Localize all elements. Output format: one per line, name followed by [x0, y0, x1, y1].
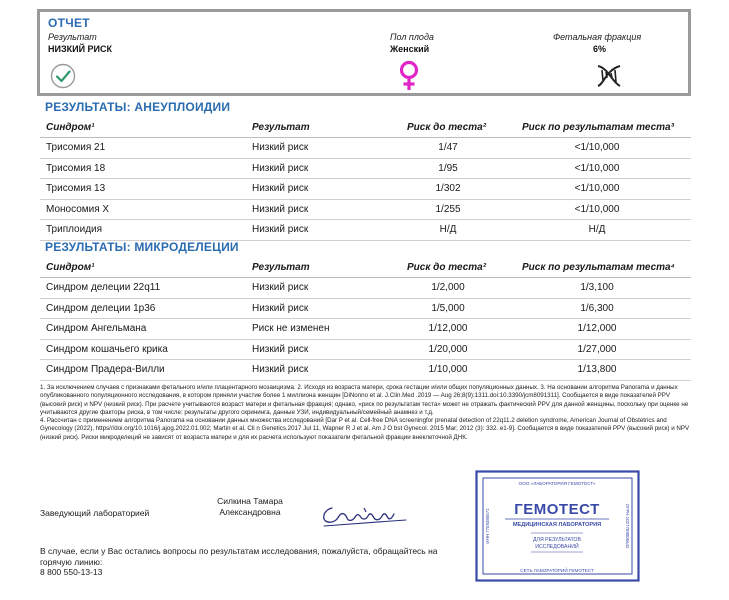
syndrome-name: Синдром делеции 1p36	[46, 302, 156, 314]
post-test-risk: 1/3,100	[580, 282, 614, 293]
handwritten-signature	[318, 500, 408, 530]
syndrome-name: Трисомия 18	[46, 162, 106, 174]
post-test-risk: Н/Д	[588, 224, 606, 235]
pre-test-risk: 1/2,000	[431, 282, 465, 293]
contact-line-1: В случае, если у Вас остались вопросы по результатам исследования, пожалуйста, обращайтесь на	[40, 546, 438, 556]
fetal-sex-value: Женский	[390, 44, 430, 54]
stamp-purpose-line2: ИССЛЕДОВАНИЙ	[535, 544, 579, 550]
pre-test-risk: Н/Д	[439, 224, 457, 235]
syndrome-name: Трисомия 13	[46, 183, 106, 194]
result-text: Низкий риск	[252, 364, 309, 375]
post-test-risk: <1/10,000	[574, 203, 620, 215]
fetal-fraction-label: Фетальная фракция	[553, 32, 642, 42]
pre-test-risk: 1/20,000	[428, 343, 468, 355]
result-text: Низкий риск	[252, 162, 309, 174]
fetal-sex-label: Пол плода	[390, 32, 434, 42]
stamp-brand: ГЕМОТЕСТ	[514, 501, 600, 518]
pre-test-risk: 1/12,000	[428, 323, 468, 334]
microdeletion-section-title: РЕЗУЛЬТАТЫ: МИКРОДЕЛЕЦИИ	[45, 240, 239, 254]
pre-test-risk: 1/47	[438, 142, 458, 153]
table-row	[40, 278, 691, 299]
result-text: Низкий риск	[252, 183, 309, 194]
header-result: Результат	[252, 262, 310, 273]
result-text: Риск не изменен	[252, 323, 330, 334]
syndrome-name: Синдром кошачьего крика	[46, 343, 168, 355]
header-pre-test-risk: Риск до теста²	[407, 122, 487, 133]
table-row	[40, 179, 691, 200]
header-result: Результат	[252, 122, 310, 133]
post-test-risk: <1/10,000	[574, 162, 620, 174]
table-row	[40, 299, 691, 320]
contact-line-2: горячую линию:	[40, 556, 103, 567]
header-post-test-risk: Риск по результатам теста⁴	[522, 262, 675, 273]
footnote-4: 4. Рассчитан с применением алгоритма Panorama на основании данных множества исследований [Dar P et al. Cell-free DNA screeningfor prenatal detection of 22q11.2 deletion syndrome, American Journal of Obstetrics and Gynecology (2022), https///doi.org/10.1016/j.ajog.2022.01.002; Martin et al. Cli n Genetics.2017 Jul 11, Wapner R J et al. Am J O bst Gynecol. 2015 Mar; 2012 (3): 332. e1-9]. Сообщается в виде показателей PPV (высокий риск) и NPV (низкий риск). Риски микроделеций не зависят от возраста матери и для их расчета используют показатели фетальной фракции внеклеточной ДНК.	[40, 417, 690, 441]
result-label: Результат	[48, 32, 97, 42]
header-post-test-risk: Риск по результатам теста³	[522, 122, 674, 133]
fetal-fraction-value: 6%	[593, 44, 607, 54]
female-symbol-icon	[397, 60, 421, 92]
lab-head-name-line2: Александровна	[219, 507, 281, 517]
result-text: Низкий риск	[252, 203, 309, 215]
pre-test-risk: 1/10,000	[428, 364, 468, 375]
post-test-risk: 1/12,000	[577, 323, 617, 334]
lab-head-name-line1: Силкина Тамара	[217, 496, 283, 506]
report-summary-box	[37, 9, 691, 96]
table-row	[40, 200, 691, 221]
result-text: Низкий риск	[252, 343, 309, 355]
pre-test-risk: 1/255	[435, 203, 461, 215]
header-syndrome: Синдром¹	[46, 122, 95, 133]
footnotes	[40, 384, 692, 442]
header-pre-test-risk: Риск до теста²	[407, 262, 487, 273]
pre-test-risk: 1/302	[435, 183, 461, 194]
stamp-purpose-line1: ДЛЯ РЕЗУЛЬТАТОВ	[533, 537, 581, 543]
result-text: Низкий риск	[252, 224, 309, 235]
footnote-1-3: 1. За исключением случаев с признаками фетального и/или плацентарного мозаицизма. 2. Исходя из возраста матери, срока гестации и/или общих популяционных данных. 3. На основании алгоритма Panorama и данных опубликованного популяционного исследования, в котором приняли участие более 1 миллиона женщин [DiNonno et al. J.Clin.Med .2019 — Aug 26;8(9):1311.doi:10.3390/jcm8091311]. Сообщается в виде показателей PPV (высокий риск) и NPV (низкий риск). При расчете учитываются возраст матери и фетальная фракция; однако, «риск по результатам теста» может не отражать фактический PPV для данной женщины, поскольку при оценке не учитываются другие факторы риска, в том числе: результаты другого скрининга, данные УЗИ, индивидуальный/семейный анамнез и т.д.	[40, 384, 689, 416]
microdeletion-table	[40, 258, 691, 381]
check-circle-icon	[50, 63, 76, 89]
table-header-row	[40, 258, 691, 278]
aneuploidy-table	[40, 118, 691, 241]
stamp-top-text: ООО «ЛАБОРАТОРИЯ ГЕМОТЕСТ»	[518, 481, 596, 486]
syndrome-name: Триплоидия	[46, 224, 103, 235]
result-text: Низкий риск	[252, 302, 309, 314]
lab-head-name	[205, 496, 295, 518]
pre-test-risk: 1/5,000	[431, 302, 465, 314]
table-row	[40, 220, 691, 241]
dna-icon	[594, 62, 624, 90]
stamp-ogrn-text: ОГРН 1027709005642	[625, 503, 630, 549]
table-row	[40, 340, 691, 361]
syndrome-name: Трисомия 21	[46, 142, 106, 153]
post-test-risk: 1/13,800	[577, 364, 617, 375]
stamp-subtitle: МЕДИЦИНСКАЯ ЛАБОРАТОРИЯ	[512, 522, 602, 528]
stamp-bottom-text: СЕТЬ ЛАБОРАТОРИЙ ГЕМОТЕСТ	[520, 568, 594, 573]
result-text: Низкий риск	[252, 142, 309, 153]
hotline-phone: 8 800 550-13-13	[40, 567, 103, 577]
syndrome-name: Моносомия X	[46, 203, 110, 215]
header-syndrome: Синдром¹	[46, 262, 95, 273]
post-test-risk: 1/27,000	[577, 343, 617, 355]
post-test-risk: 1/6,300	[580, 302, 614, 314]
syndrome-name: Синдром Прадера-Вилли	[46, 364, 165, 375]
table-row	[40, 159, 691, 180]
syndrome-name: Синдром Ангельмана	[46, 323, 147, 334]
lab-head-role: Заведующий лабораторией	[40, 508, 150, 518]
pre-test-risk: 1/95	[438, 162, 458, 174]
result-text: Низкий риск	[252, 282, 309, 293]
table-header-row	[40, 118, 691, 138]
result-value: НИЗКИЙ РИСК	[48, 44, 113, 54]
post-test-risk: <1/10,000	[574, 142, 620, 153]
report-title: ОТЧЕТ	[48, 16, 90, 30]
table-row	[40, 138, 691, 159]
stamp-inn-text: ИНН 7709385571	[485, 508, 490, 544]
table-row	[40, 319, 691, 340]
lab-stamp	[475, 470, 640, 582]
syndrome-name: Синдром делеции 22q11	[46, 282, 161, 293]
aneuploidy-section-title: РЕЗУЛЬТАТЫ: АНЕУПЛОИДИИ	[45, 100, 231, 114]
contact-info	[40, 546, 460, 578]
post-test-risk: <1/10,000	[574, 183, 620, 194]
table-row	[40, 360, 691, 381]
